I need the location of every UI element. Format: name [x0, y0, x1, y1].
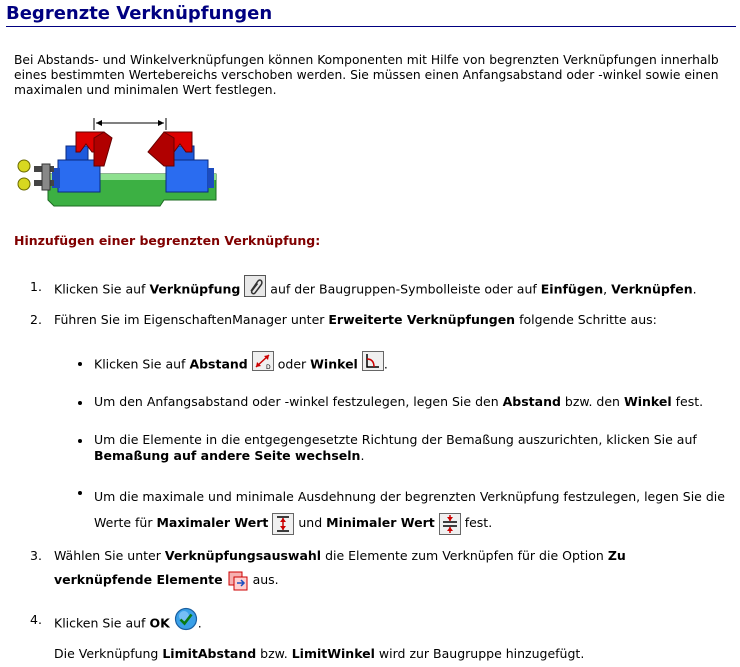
flip-dimension-term: Bemaßung auf andere Seite wechseln	[94, 448, 361, 463]
bullet-dot	[78, 362, 82, 366]
page-title: Begrenzte Verknüpfungen	[6, 3, 736, 27]
angle-icon[interactable]	[362, 351, 384, 371]
period-text: .	[197, 615, 202, 631]
min-value-term: Minimaler Wert	[326, 515, 435, 530]
angle-term: Winkel	[623, 394, 672, 409]
intro-paragraph: Bei Abstands- und Winkelverknüpfungen können Komponenten mit Hilfe von begrenzten Verknüpfungen innerhalb eines bestimmten Wertebereichs verschoben werden. Sie müssen einen Anfangsabstand oder -winkel sowie einen maximalen und minimalen Wert festlegen.	[14, 53, 719, 97]
step-text: auf der Baugruppen-Symbolleiste oder auf	[270, 281, 541, 297]
limit-angle-term: LimitWinkel	[291, 646, 375, 661]
svg-text:D: D	[265, 364, 271, 371]
step-number: 3.	[30, 548, 42, 563]
mate-selections-term: Verknüpfungsauswahl	[164, 548, 322, 563]
bullet-4	[94, 484, 734, 536]
result-note	[54, 646, 584, 662]
step-text: bzw.	[256, 646, 292, 661]
advanced-mates-term: Erweiterte Verknüpfungen	[328, 312, 516, 327]
bullet-text: Um die maximale und minimale Ausdehnung der begrenzten Verknüpfung festzulegen, legen Sie die Werte für	[94, 489, 725, 530]
limit-mate-illustration	[14, 114, 220, 210]
bullet-text: fest.	[464, 515, 493, 530]
step-text: Führen Sie im EigenschaftenManager unter	[54, 312, 329, 327]
bullet-dot	[78, 439, 82, 443]
period-text: .	[360, 448, 365, 463]
ok-term: OK	[149, 615, 170, 631]
distance-icon[interactable]	[252, 351, 274, 371]
bullet-dot	[78, 491, 82, 495]
step-text: die Elemente zum Verknüpfen für die Option	[321, 548, 608, 563]
period-text: .	[383, 356, 388, 372]
bullet-text: Klicken Sie auf	[94, 356, 190, 372]
bullet-3	[94, 432, 734, 464]
minimum-value-icon[interactable]	[439, 513, 461, 535]
bullet-text: und	[298, 515, 327, 530]
mate-menu-term: Verknüpfen	[611, 281, 693, 297]
step-text: wird zur Baugruppe hinzugefügt.	[374, 646, 585, 661]
step-text: Klicken Sie auf	[54, 615, 150, 631]
entities-to-mate-icon[interactable]	[227, 570, 249, 592]
max-value-term: Maximaler Wert	[156, 515, 269, 530]
section-heading: Hinzufügen einer begrenzten Verknüpfung:	[14, 233, 321, 248]
period-text: .	[692, 281, 697, 297]
step-number: 1.	[30, 279, 42, 294]
bullet-1	[94, 355, 734, 375]
distance-term: Abstand	[189, 356, 248, 372]
step-text: Klicken Sie auf	[54, 281, 150, 297]
distance-term: Abstand	[502, 394, 561, 409]
mate-term: Verknüpfung	[149, 281, 241, 297]
maximum-value-icon[interactable]	[272, 513, 294, 535]
insert-menu-term: Einfügen	[540, 281, 604, 297]
ok-checkmark-icon[interactable]	[174, 607, 198, 631]
angle-term: Winkel	[310, 356, 358, 372]
step-text: aus.	[248, 572, 279, 587]
step-text: Wählen Sie unter	[54, 548, 165, 563]
limit-distance-term: LimitAbstand	[162, 646, 257, 661]
step-text: folgende Schritte aus:	[515, 312, 657, 327]
paperclip-icon[interactable]	[244, 275, 266, 297]
bullet-dot	[78, 401, 82, 405]
separator-text: ,	[603, 281, 612, 297]
bullet-2	[94, 394, 734, 410]
bullet-text: Um die Elemente in die entgegengesetzte Richtung der Bemaßung auszurichten, klicken Sie auf	[94, 432, 697, 447]
entities-to-mate-term: Zu verknüpfende Elemente	[54, 548, 626, 587]
bullet-text: Um den Anfangsabstand oder -winkel festzulegen, legen Sie den	[94, 394, 503, 409]
step-number: 4.	[30, 612, 42, 627]
bullet-text: oder	[277, 356, 311, 372]
step-text: Die Verknüpfung	[54, 646, 163, 661]
step-number: 2.	[30, 312, 42, 327]
bullet-text: fest.	[671, 394, 704, 409]
bullet-text: bzw. den	[560, 394, 624, 409]
